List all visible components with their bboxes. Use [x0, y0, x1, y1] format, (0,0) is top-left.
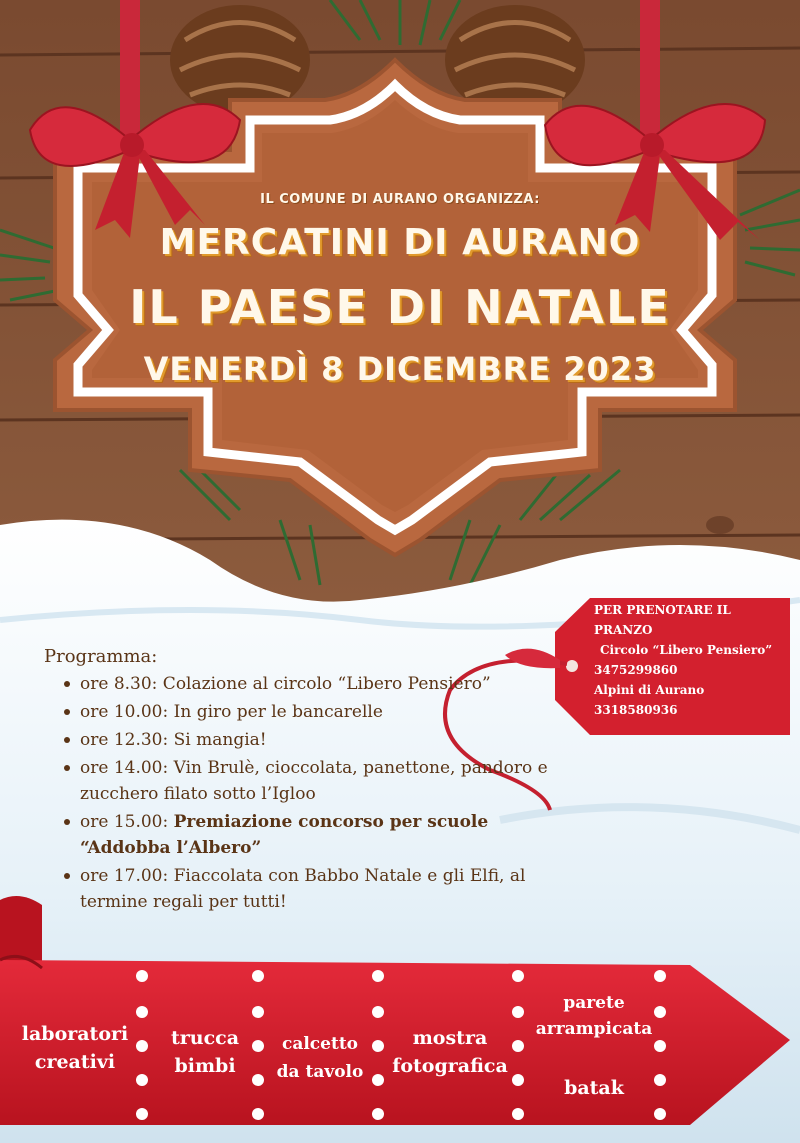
- program-section: [44, 646, 584, 917]
- program-item: [64, 809, 584, 861]
- activity-line: mostra: [412, 1027, 488, 1049]
- program-item: ore 12.30: Si mangia!: [64, 727, 584, 753]
- activity-line: da tavolo: [276, 1062, 364, 1082]
- activity-line: arrampicata: [535, 1019, 653, 1039]
- program-item-time: ore 15.00:: [80, 812, 174, 832]
- activity-batak: [524, 1074, 664, 1102]
- activity-trucca-bimbi: [150, 1024, 260, 1080]
- activity-line: fotografica: [392, 1055, 508, 1077]
- booking-tag: [594, 600, 788, 720]
- program-list: [44, 671, 584, 915]
- activity-mostra: [382, 1024, 518, 1080]
- program-item: ore 10.00: In giro per le bancarelle: [64, 699, 584, 725]
- event-date: VENERDÌ 8 DICEMBRE 2023: [143, 350, 657, 388]
- activity-laboratori: [10, 1020, 140, 1076]
- activity-line: creativi: [34, 1051, 116, 1073]
- activity-line: trucca: [170, 1027, 240, 1049]
- program-item: ore 17.00: Fiaccolata con Babbo Natale e gli Elfi, al termine regali per tutti!: [64, 863, 584, 915]
- activity-line: parete: [563, 993, 625, 1013]
- event-name: MERCATINI DI AURANO: [159, 222, 641, 263]
- activity-line: laboratori: [21, 1023, 129, 1045]
- booking-contact2-name: Alpini di Aurano: [594, 683, 705, 697]
- activity-calcetto: [264, 1030, 376, 1086]
- program-item-highlight: Premiazione concorso per scuole “Addobba l’Albero”: [80, 812, 489, 858]
- hanging-ribbon-right: [640, 0, 660, 140]
- activity-line: calcetto: [281, 1034, 359, 1054]
- booking-contact1-name: Circolo “Libero Pensiero”: [600, 643, 773, 657]
- activity-line: bimbi: [174, 1055, 236, 1077]
- organizer-line: IL COMUNE DI AURANO ORGANIZZA:: [260, 192, 540, 207]
- booking-title-line1: PER PRENOTARE IL: [594, 603, 731, 617]
- booking-contact2-phone: 3318580936: [594, 703, 678, 717]
- event-subtitle: IL PAESE DI NATALE: [129, 280, 671, 334]
- program-heading: Programma:: [44, 646, 158, 667]
- program-item: ore 8.30: Colazione al circolo “Libero Pensiero”: [64, 671, 584, 697]
- booking-contact1-phone: 3475299860: [594, 663, 678, 677]
- activity-line: batak: [564, 1077, 624, 1099]
- booking-title-line2: PRANZO: [594, 623, 653, 637]
- hanging-ribbon-left: [120, 0, 140, 140]
- activity-parete: [524, 990, 664, 1042]
- program-item: ore 14.00: Vin Brulè, cioccolata, panettone, pandoro e zucchero filato sotto l’Igloo: [64, 755, 584, 807]
